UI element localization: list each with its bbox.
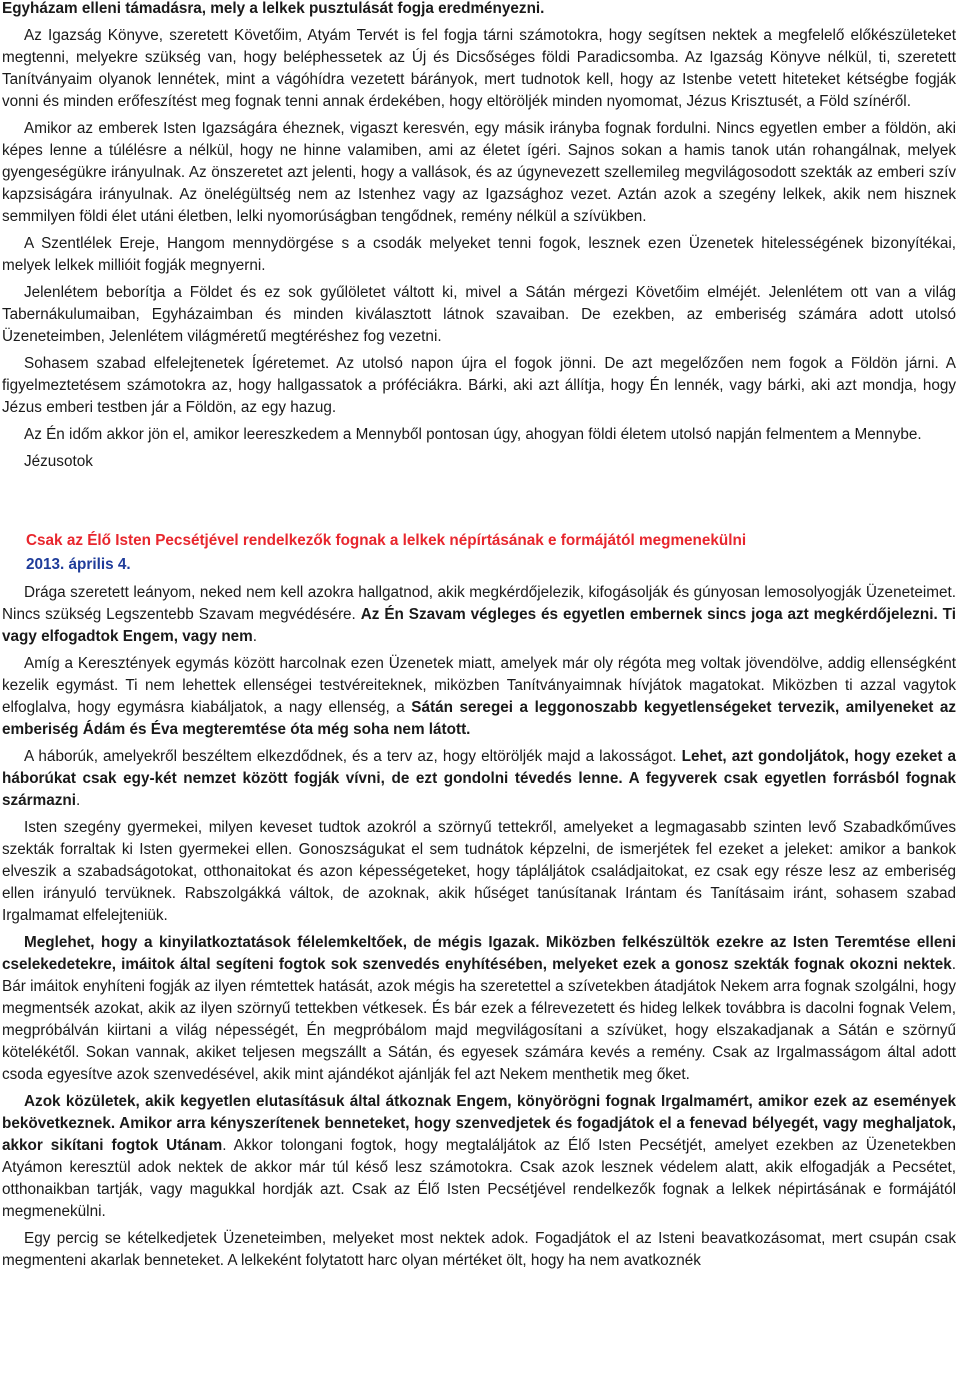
text-run-bold: Az Én Szavam végleges és egyetlen embernek sincs joga azt megkérdőjelezni. Ti vagy elfogadtok Engem, vagy nem bbox=[2, 606, 956, 645]
text-run-bold: Meglehet, hogy a kinyilatkoztatások félelemkeltőek, de mégis Igazak. Miközben felkészültök ezekre az Isten Teremtése elleni cselekedetekre, imáitok által segíteni fogtok sok szenvedés enyhítésében, melyeket ezek a gonosz szekták fognak okozni nektek bbox=[2, 934, 956, 973]
paragraph: A Szentlélek Ereje, Hangom mennydörgése s a csodák melyeket tenni fogok, lesznek ezen Üzenetek hitelességének bizonyítékai, melyek lelkek millióit fogják megnyerni. bbox=[2, 235, 956, 274]
paragraph bbox=[2, 746, 956, 812]
text-run: Amíg a Keresztények egymás között harcolnak ezen Üzenetek miatt, amelyek már oly régóta meg voltak jövendölve, addig ellenségként kezelik egymást. Ti nem lehettek ellenségei testvéreiteknek, miközben Tanítványaimnak hívjátok magatokat. Miközben ti azzal vagytok elfoglalva, hogy egymásra kiabáljatok, a nagy ellenség, a bbox=[2, 655, 956, 716]
paragraph: Az Én időm akkor jön el, amikor leereszkedem a Mennyből pontosan úgy, ahogyan földi életem utolsó napján felmentem a Mennybe. bbox=[24, 426, 922, 443]
signature: Jézusotok bbox=[24, 453, 93, 470]
paragraph bbox=[2, 582, 956, 648]
section-spacer bbox=[2, 478, 956, 530]
paragraph-intro-end: Egyházam elleni támadásra, mely a lelkek pusztulását fogja eredményezni. bbox=[2, 0, 545, 17]
text-run: . Bár imáitok enyhíteni fogják az ilyen rémtettek hatását, azok mégis ha szeretettel a szívetekben átadjátok Nekem arra fognak szolgálni, hogy megmentsék azokat, akik az ilyen szörnyű tettekben vétkesek. És bár ezek a félrevezetett és hideg lelkek továbbra is dacolni fognak Velem, megpróbálván kiirtani a világ népességét, Én megpróbálom majd megvilágosítani a szívüket, hogy elszakadjanak a Sátán e szörnyű kötelékétől. Sokan vannak, akiket teljesen megszállt a Sátán, és egyesek számára kevés a remény. Csak az Irgalmasságom által adott csoda egyesítve azok szenvedésével, akik mint ajándékot ajánlják fel azt Nekem menthetik meg őket. bbox=[2, 956, 956, 1083]
paragraph: Jelenlétem beborítja a Földet és ez sok gyűlöletet váltott ki, mivel a Sátán mérgezi Követőim elméjét. Jelenlétem ott van a világ Tabernákulumaiban, Egyházaimban és minden kiválasztott látnok szavaiban. De ezekben, az emberiség számára adott utolsó Üzeneteimben, Jelenlétem világméretű megtéréshez fog vezetni. bbox=[2, 284, 956, 345]
text-run: . bbox=[252, 628, 258, 645]
paragraph: Sohasem szabad elfelejtenetek Ígéretemet. Az utolsó napon újra el fogok jönni. De azt megelőzően nem fogok a Földön járni. A figyelmeztetésem számotokra az, hogy hallgassatok a próféciákra. Bárki, aki azt állítja, hogy Én lennék, vagy bárki, aki azt mondja, hogy Jézus emberi testben jár a Földön, az egy hazug. bbox=[2, 355, 956, 416]
text-run-bold: Lehet, azt gondoljátok, hogy ezeket a háborúkat csak egy-két nemzet között fogják vívni, de ezt gondolni tévedés lenne. A fegyverek csak egyetlen forrásból fognak származni bbox=[2, 748, 956, 809]
text-run: Drága szeretett leányom, neked nem kell azokra hallgatnod, akik megkérdőjelezik, kifogásolják és gúnyosan lemosolyogják Üzeneteimet. Nincs szükség Legszentebb Szavam megvédésére. bbox=[2, 584, 956, 623]
text-run: . bbox=[75, 792, 81, 809]
paragraph bbox=[2, 1091, 956, 1223]
paragraph bbox=[2, 653, 956, 741]
paragraph: Az Igazság Könyve, szeretett Követőim, Atyám Tervét is fel fogja tárni számotokra, hogy segítsen nektek a megfelelő előkészületeket megtenni, melyekre szükség van, hogy beléphessetek az Új és Dicsőséges földi Paradicsomba. Az Igazság Könyve nélkül, ti, szeretett Tanítványaim olyanok lennétek, mint a vágóhídra vezetett bárányok, mert tudnotok kell, hogy az Istenbe vetett hiteteket kétségbe fogják vonni és minden erőfeszítést meg fognak tenni annak érdekében, hogy eltöröljék minden nyomomat, Jézus Krisztusét, a Föld színéről. bbox=[2, 27, 956, 110]
text-run: . Akkor tolongani fogtok, hogy megtaláljátok az Élő Isten Pecsétjét, amelyet ezekben az Üzenetekben Atyámon keresztül adok nektek de akkor már túl késő lesz számotokra. Csak azok lesznek védelem alatt, akik elfogadják a Pecsétet, otthonaikban tartják, vagy magukkal hordják azt. Csak az Élő Isten Pecsétjével rendelkezők fognak a lelkek népirtásának e formájától megmenekülni. bbox=[2, 1137, 957, 1220]
paragraph bbox=[2, 932, 956, 1086]
message-title: Csak az Élő Isten Pecsétjével rendelkezők fognak a lelkek népírtásának e formájától megmenekülni bbox=[26, 532, 747, 549]
paragraph: Egy percig se kételkedjetek Üzeneteimben, melyeket most nektek adok. Fogadjátok el az Isteni beavatkozásomat, mert csupán csak megmenteni akarlak benneteket. A lelkeként folytatott harc olyan mértéket ölt, hogy ha nem avatkoznék bbox=[2, 1230, 956, 1269]
text-run: A háborúk, amelyekről beszéltem elkezdődnek, és a terv az, hogy eltöröljék majd a lakosságot. bbox=[24, 748, 682, 765]
paragraph: Isten szegény gyermekei, milyen keveset tudtok azokról a szörnyű tettekről, amelyeket a legmagasabb szinten levő Szabadkőműves szekták forraltak ki Isten gyermekei ellen. Gonoszságukat el sem tudnátok képzelni, de ismerjétek fel ezeket a jeleket: amikor a bankok elveszik a szabadságotokat, otthonaitokat és azon képességeteket, hogy tápláljátok családjaitokat, ez csak egy része lesz az emberiség ellen irányuló tervüknek. Rabszolgákká váltok, de azoknak, akik hűséget tanúsítanak Irántam és Tanításaim iránt, sohasem szabad Irgalmamat elfelejteniük. bbox=[2, 819, 956, 924]
paragraph: Amikor az emberek Isten Igazságára éheznek, vigaszt keresvén, egy másik irányba fognak fordulni. Nincs egyetlen ember a földön, aki képes lenne a túlélésre a nélkül, hogy ne hinne valamiben, ami az életet ígéri. Sajnos sokan a hamis tanok után rohangálnak, melyek gyengeségükre irányulnak. Az önszeretet azt jelenti, hogy a vallások, és az úgynevezett szellemileg megvilágosodott szekták az emberi szív kapzsiságára irányulnak. Az önelégültség nem az Istenhez vagy az Igazsághoz vezet. Aztán azok a szegény lelkek, akik nem hisznek semmilyen földi élet utáni életben, lelki nyomorúságban tengődnek, remény nélkül a szívükben. bbox=[2, 120, 956, 225]
message-date: 2013. április 4. bbox=[26, 556, 131, 573]
text-run-bold: Azok közületek, akik kegyetlen elutasításuk által átkoznak Engem, könyörögni fognak Irgalmamért, amikor ezek az események bekövetkeznek. Amikor arra kényszerítenek benneteket, hogy szenvedjetek és fogadjátok el a fenevad bélyegét, vagy meghaljatok, akkor sikítani fogtok Utánam bbox=[2, 1093, 956, 1154]
text-run-bold: Sátán seregei a leggonoszabb kegyetlenségeket tervezik, amilyeneket az emberiség Ádám és Éva megteremtése óta még soha nem látott. bbox=[2, 699, 956, 738]
